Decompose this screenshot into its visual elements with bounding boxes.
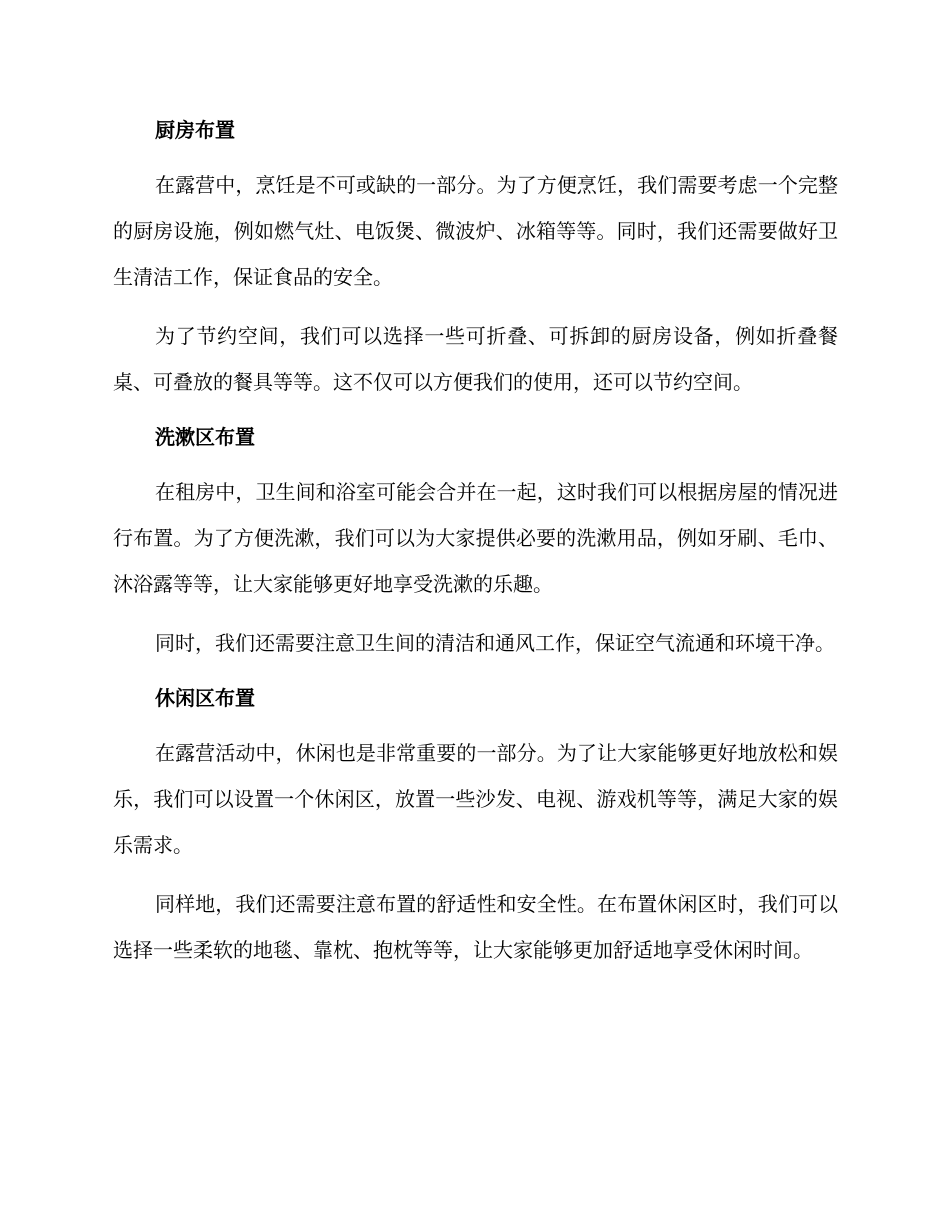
section-heading: 休闲区布置 <box>155 686 255 710</box>
section-leisure <box>113 679 838 973</box>
section-heading: 厨房布置 <box>155 118 235 142</box>
section-heading: 洗漱区布置 <box>155 425 255 449</box>
paragraph: 同时，我们还需要注意卫生间的清洁和通风工作，保证空气流通和环境干净。 <box>155 631 835 655</box>
paragraph: 在租房中，卫生间和浴室可能会合并在一起，这时我们可以根据房屋的情况进行布置。为了方便洗漱，我们可以为大家提供必要的洗漱用品，例如牙刷、毛巾、沐浴露等等，让大家能够更好地享受洗漱的乐趣。 <box>113 480 838 596</box>
paragraph: 在露营中，烹饪是不可或缺的一部分。为了方便烹饪，我们需要考虑一个完整的厨房设施，例如燃气灶、电饭煲、微波炉、冰箱等等。同时，我们还需要做好卫生清洁工作，保证食品的安全。 <box>113 173 838 289</box>
paragraph: 同样地，我们还需要注意布置的舒适性和安全性。在布置休闲区时，我们可以选择一些柔软的地毯、靠枕、抱枕等等，让大家能够更加舒适地享受休闲时间。 <box>113 892 838 962</box>
section-washroom <box>113 418 838 666</box>
paragraph: 在露营活动中，休闲也是非常重要的一部分。为了让大家能够更好地放松和娱乐，我们可以设置一个休闲区，放置一些沙发、电视、游戏机等等，满足大家的娱乐需求。 <box>113 741 838 857</box>
section-kitchen <box>113 111 838 405</box>
paragraph: 为了节约空间，我们可以选择一些可折叠、可拆卸的厨房设备，例如折叠餐桌、可叠放的餐具等等。这不仅可以方便我们的使用，还可以节约空间。 <box>113 324 838 394</box>
